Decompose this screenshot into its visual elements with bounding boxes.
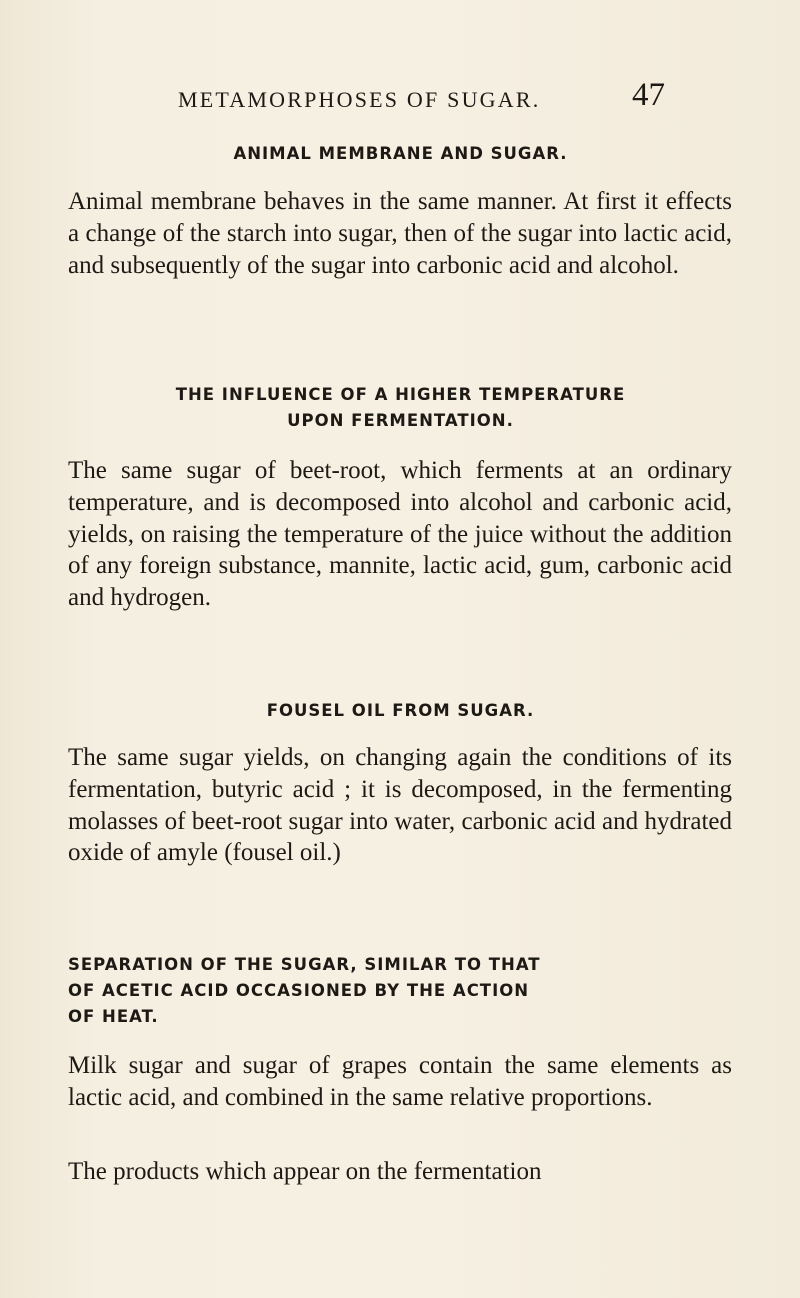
paragraph-separation-of-sugar: Milk sugar and sugar of grapes contain the same elements as lactic acid, and combined in the same relative proportions.	[68, 1052, 732, 1111]
running-head	[0, 77, 800, 116]
paragraph-continuation: The products which appear on the fermentation	[68, 1158, 542, 1185]
section-heading-fousel-oil: FOUSEL OIL FROM SUGAR.	[266, 701, 535, 720]
paragraph-higher-temperature: The same sugar of beet-root, which ferments at an ordinary temperature, and is decomposed into alcohol and carbonic acid, yields, on raising the temperature of the juice without the addition of any foreign substance, mannite, lactic acid, gum, carbonic acid and hydrogen.	[68, 457, 732, 612]
running-title: METAMORPHOSES OF SUGAR.	[178, 87, 541, 112]
paragraph-fousel-oil: The same sugar yields, on changing again the conditions of its fermentation, butyric acid ; it is decomposed, in the fermenting molasses of beet-root sugar into water, carbonic acid and hydrated oxide of amyle (fousel oil.)	[68, 744, 732, 867]
paragraph-animal-membrane: Animal membrane behaves in the same manner. At first it effects a change of the starch into sugar, then of the sugar into lactic acid, and subsequently of the sugar into carbonic acid and alcohol.	[68, 188, 732, 279]
section-heading-higher-temperature: THE INFLUENCE OF A HIGHER TEMPERATURE UPON FERMENTATION.	[175, 385, 626, 430]
section-heading-animal-membrane: ANIMAL MEMBRANE AND SUGAR.	[233, 144, 568, 163]
page-number: 47	[632, 77, 665, 113]
section-heading-separation-of-sugar: SEPARATION OF THE SUGAR, SIMILAR TO THAT OF ACETIC ACID OCCASIONED BY THE ACTION OF HEAT.	[68, 955, 541, 1026]
